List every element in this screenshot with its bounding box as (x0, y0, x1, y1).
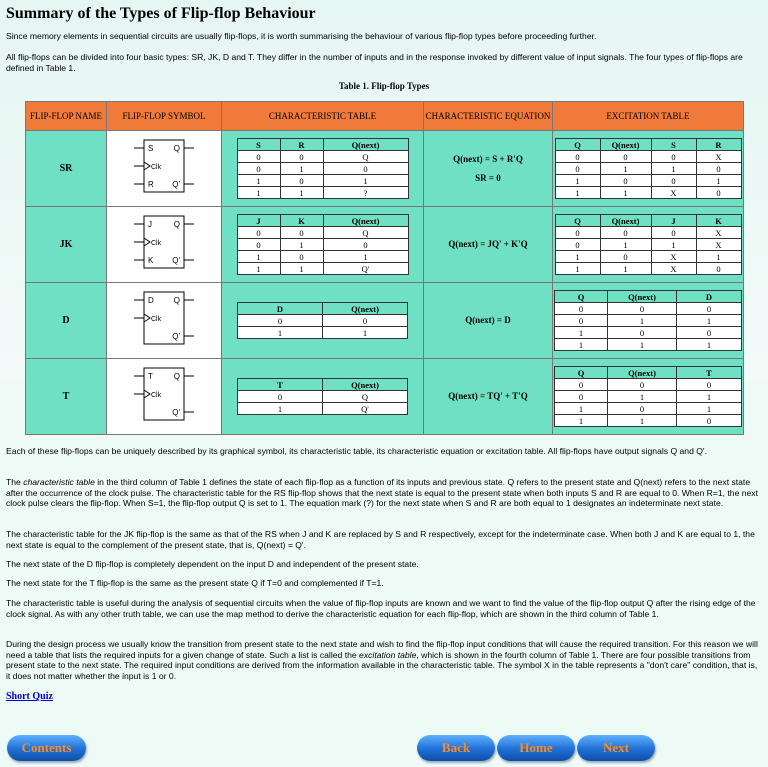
excitation-cell: 1 (608, 339, 677, 351)
pin-input-2-label: R (148, 180, 154, 189)
characteristic-row (237, 175, 408, 187)
excitation-header-cell: K (696, 215, 741, 227)
excitation-row (555, 263, 741, 275)
characteristic-cell: 1 (238, 327, 323, 339)
excitation-cell: X (651, 251, 696, 263)
pin-clk-label: Clk (151, 392, 162, 399)
characteristic-cell: 1 (323, 175, 408, 187)
excitation-cell: 0 (651, 175, 696, 187)
characteristic-cell: 1 (280, 187, 323, 199)
clock-triangle-icon (144, 390, 150, 398)
excitation-header-cell: Q(next) (600, 215, 651, 227)
characteristic-cell: Q (323, 227, 408, 239)
excitation-cell: 1 (651, 163, 696, 175)
characteristic-header-row (238, 303, 408, 315)
excitation-cell: 0 (608, 403, 677, 415)
characteristic-header-cell: S (237, 139, 280, 151)
characteristic-cell: 1 (237, 187, 280, 199)
pin-input-1-label: T (148, 372, 153, 381)
excitation-cell: 0 (696, 263, 741, 275)
excitation-cell: 1 (608, 315, 677, 327)
excitation-table-cell (553, 131, 744, 207)
characteristic-row (237, 151, 408, 163)
pin-q-label: Q (173, 220, 180, 229)
excitation-cell: 1 (600, 163, 651, 175)
excitation-cell: 1 (677, 339, 742, 351)
excitation-cell: X (651, 187, 696, 199)
pin-q-bar-label: Q' (172, 256, 180, 265)
excitation-row (555, 303, 742, 315)
excitation-cell: 0 (677, 379, 742, 391)
excitation-row (555, 403, 742, 415)
excitation-cell: 0 (608, 327, 677, 339)
flip-flop-row (26, 207, 744, 283)
excitation-table (555, 138, 742, 199)
characteristic-cell: 0 (238, 391, 323, 403)
back-button[interactable]: Back (417, 735, 495, 761)
excitation-header-cell: D (677, 291, 742, 303)
intro-paragraph-2: All flip-flops can be divided into four basic types: SR, JK, D and T. They differ in the number of inputs and in the response invoked by different value of input signals. The four types of flip-flops are defined in Table 1. (6, 52, 743, 73)
paragraph-7-text-a: During the design process we usually know the transition from present state to the next state and wish to find the flip-flop input conditions that will cause the required transition. For this reason we will need a table that lists the required inputs for a given change of state. Such a list is called the (6, 639, 758, 660)
characteristic-cell: 1 (237, 175, 280, 187)
excitation-cell: 1 (555, 175, 600, 187)
home-button[interactable]: Home (497, 735, 575, 761)
excitation-cell: 0 (600, 251, 651, 263)
excitation-row (555, 227, 741, 239)
characteristic-row (238, 391, 408, 403)
excitation-table-cell (553, 359, 744, 435)
excitation-cell: 0 (608, 379, 677, 391)
excitation-cell: 1 (555, 415, 608, 427)
flip-flop-row (26, 359, 744, 435)
excitation-header-row (555, 139, 741, 151)
excitation-row (555, 187, 741, 199)
excitation-cell: 0 (651, 227, 696, 239)
characteristic-cell: 0 (323, 315, 408, 327)
flip-flop-symbol-diagram (128, 135, 200, 197)
excitation-cell: 1 (677, 403, 742, 415)
characteristic-cell: ? (323, 187, 408, 199)
characteristic-cell: 0 (237, 151, 280, 163)
characteristic-header-row (237, 139, 408, 151)
excitation-cell: X (696, 151, 741, 163)
flip-flop-table (25, 101, 744, 435)
characteristic-row (238, 403, 408, 415)
excitation-row (555, 175, 741, 187)
excitation-row (555, 151, 741, 163)
pin-input-1-label: J (148, 220, 152, 229)
characteristic-table-cell (222, 207, 424, 283)
excitation-header-row (555, 215, 741, 227)
excitation-cell: 1 (600, 239, 651, 251)
excitation-header-cell: Q (555, 139, 600, 151)
excitation-cell: 0 (555, 391, 608, 403)
excitation-cell: 1 (555, 263, 600, 275)
characteristic-table (237, 214, 409, 275)
characteristic-equation-cell (424, 207, 553, 283)
excitation-table-cell (553, 283, 744, 359)
characteristic-cell: Q' (323, 263, 408, 275)
paragraph-1: Each of these flip-flops can be uniquely described by its graphical symbol, its characteristic table, its characteristic equation or excitation table. All flip-flops have output signals Q and Q'. (6, 446, 707, 456)
paragraph-2-emphasis: characteristic table (23, 477, 95, 487)
excitation-row (555, 327, 742, 339)
paragraph-5: The next state for the T flip-flop is the same as the present state Q if T=0 and complemented if T=1. (6, 578, 384, 588)
characteristic-cell: 1 (280, 263, 323, 275)
flip-flop-symbol-cell (107, 359, 222, 435)
characteristic-cell: 1 (323, 251, 408, 263)
excitation-cell: X (651, 263, 696, 275)
characteristic-cell: 0 (280, 227, 323, 239)
excitation-header-row (555, 367, 742, 379)
short-quiz-link[interactable]: Short Quiz (6, 691, 53, 702)
pin-clk-label: Clk (151, 316, 162, 323)
paragraph-4: The next state of the D flip-flop is completely dependent on the input D and independent of the present state. (6, 559, 419, 569)
header-excitation-table: EXCITATION TABLE (553, 102, 744, 131)
excitation-cell: 1 (696, 175, 741, 187)
excitation-cell: 0 (600, 175, 651, 187)
excitation-row (555, 415, 742, 427)
excitation-table (554, 290, 742, 351)
excitation-cell: 1 (696, 251, 741, 263)
characteristic-table (237, 302, 408, 339)
characteristic-cell: 0 (280, 151, 323, 163)
pin-q-label: Q (173, 372, 180, 381)
pin-q-bar-label: Q' (172, 408, 180, 417)
excitation-cell: 1 (555, 327, 608, 339)
excitation-table (554, 366, 742, 427)
characteristic-cell: Q (323, 151, 408, 163)
excitation-header-cell: S (651, 139, 696, 151)
characteristic-row (238, 327, 408, 339)
excitation-row (555, 379, 742, 391)
excitation-cell: 0 (555, 163, 600, 175)
excitation-header-row (555, 291, 742, 303)
header-char-equation: CHARACTERISTIC EQUATION (424, 102, 553, 131)
clock-triangle-icon (144, 238, 150, 246)
contents-button[interactable]: Contents (7, 735, 86, 761)
clock-triangle-icon (144, 314, 150, 322)
paragraph-7-text-b: , which is shown in the fourth column of Table 1. There are four possible transitions from present state to the next state. The required input conditions are derived from the information available in the characteristic table. The symbol X in the table represents a "don't care" condition, that is, it does not matter whether the input is 1 or 0. (6, 649, 758, 681)
characteristic-equation-cell (424, 131, 553, 207)
excitation-header-cell: J (651, 215, 696, 227)
characteristic-equation: Q(next) = JQ' + K'Q (448, 239, 528, 249)
flip-flop-symbol-cell (107, 283, 222, 359)
table-header-row (26, 102, 744, 131)
paragraph-7 (6, 639, 762, 681)
flip-flop-symbol-diagram (128, 287, 200, 349)
excitation-cell: 0 (677, 303, 742, 315)
excitation-cell: X (696, 239, 741, 251)
characteristic-cell: Q' (323, 403, 408, 415)
flip-flop-name: D (26, 283, 107, 359)
excitation-cell: 1 (608, 415, 677, 427)
next-button[interactable]: Next (577, 735, 655, 761)
flip-flop-symbol-diagram (128, 211, 200, 273)
excitation-cell: 0 (608, 303, 677, 315)
characteristic-header-cell: Q(next) (323, 379, 408, 391)
excitation-cell: 1 (555, 187, 600, 199)
characteristic-cell: 0 (237, 227, 280, 239)
excitation-cell: 1 (555, 339, 608, 351)
characteristic-row (237, 251, 408, 263)
characteristic-equation: Q(next) = D (465, 315, 511, 325)
characteristic-cell: 1 (237, 251, 280, 263)
excitation-cell: 0 (600, 227, 651, 239)
characteristic-row (238, 315, 408, 327)
table-caption: Table 1. Flip-flop Types (338, 81, 430, 91)
excitation-cell: 1 (555, 403, 608, 415)
excitation-cell: 0 (555, 227, 600, 239)
excitation-cell: 0 (555, 239, 600, 251)
excitation-cell: 0 (696, 163, 741, 175)
characteristic-header-cell: Q(next) (323, 139, 408, 151)
pin-q-bar-label: Q' (172, 180, 180, 189)
excitation-table (555, 214, 742, 275)
flip-flop-name: T (26, 359, 107, 435)
header-char-table: CHARACTERISTIC TABLE (222, 102, 424, 131)
characteristic-cell: 1 (280, 163, 323, 175)
pin-input-2-label: K (148, 256, 154, 265)
characteristic-row (237, 239, 408, 251)
characteristic-row (237, 187, 408, 199)
characteristic-header-cell: Q(next) (323, 215, 408, 227)
excitation-cell: 0 (696, 187, 741, 199)
characteristic-header-cell: J (237, 215, 280, 227)
pin-q-bar-label: Q' (172, 332, 180, 341)
excitation-cell: 0 (600, 151, 651, 163)
characteristic-cell: 1 (323, 327, 408, 339)
excitation-cell: 1 (555, 251, 600, 263)
characteristic-equation: SR = 0 (475, 172, 501, 183)
excitation-cell: 1 (600, 187, 651, 199)
characteristic-table-cell (222, 359, 424, 435)
characteristic-header-row (237, 215, 408, 227)
excitation-row (555, 163, 741, 175)
excitation-header-cell: Q (555, 215, 600, 227)
header-name: FLIP-FLOP NAME (26, 102, 107, 131)
excitation-header-cell: Q(next) (608, 291, 677, 303)
paragraph-7-emphasis: excitation table (359, 649, 417, 660)
pin-clk-label: Clk (151, 240, 162, 247)
flip-flop-row (26, 131, 744, 207)
excitation-header-cell: Q (555, 367, 608, 379)
excitation-cell: 1 (600, 263, 651, 275)
paragraph-3: The characteristic table for the JK flip-flop is the same as that of the RS when J and K are replaced by S and R respectively, except for the indeterminate case. When both J and K are equal to 1, the next state is equal to the complement of the present state, that is, Q(next) = Q'. (6, 529, 755, 550)
characteristic-cell: 1 (238, 403, 323, 415)
pin-q-label: Q (173, 144, 180, 153)
excitation-row (555, 315, 742, 327)
paragraph-2-text-b: in the third column of Table 1 defines the state of each flip-flop as a function of its inputs and previous state. Q refers to the present state and Q(next) refers to the next state after the occurrence of the clock pulse. The characteristic table for the RS flip-flop shows that the next state is equal to the present state when both inputs S and R are equal to 0. When R=1, the next clock pulse clears the flip-flop. When S=1, the flip-flop output Q is set to 1. The equation mark (?) for the next state when S and R are both equal to 1 designates an indeterminate next state. (6, 477, 758, 509)
excitation-cell: 1 (677, 315, 742, 327)
excitation-header-cell: R (696, 139, 741, 151)
characteristic-equation: Q(next) = TQ' + T'Q (448, 391, 528, 401)
pin-clk-label: Clk (151, 164, 162, 171)
pin-input-1-label: S (148, 144, 154, 153)
page-title: Summary of the Types of Flip-flop Behaviour (6, 5, 316, 22)
excitation-cell: 1 (677, 391, 742, 403)
excitation-row (555, 339, 742, 351)
characteristic-cell: 0 (280, 251, 323, 263)
excitation-row (555, 239, 741, 251)
flip-flop-name: JK (26, 207, 107, 283)
characteristic-table (237, 378, 408, 415)
characteristic-cell: 0 (280, 175, 323, 187)
paragraph-2-text-a: The (6, 477, 24, 487)
characteristic-equation-cell (424, 283, 553, 359)
characteristic-equation-cell (424, 359, 553, 435)
characteristic-table-cell (222, 131, 424, 207)
characteristic-cell: 1 (280, 239, 323, 251)
characteristic-header-cell: K (280, 215, 323, 227)
characteristic-header-cell: R (280, 139, 323, 151)
excitation-cell: X (696, 227, 741, 239)
characteristic-cell: 1 (237, 263, 280, 275)
flip-flop-symbol-cell (107, 207, 222, 283)
paragraph-6: The characteristic table is useful during the analysis of sequential circuits when the value of flip-flop inputs are known and we want to find the value of the flip-flop output Q after the rising edge of the clock signal. As with any other truth table, we can use the map method to derive the characteristic equation for each flip-flop, which are shown in the third column of Table 1. (6, 598, 756, 619)
characteristic-row (237, 227, 408, 239)
intro-paragraph-1: Since memory elements in sequential circuits are usually flip-flops, it is worth summarising the behaviour of various flip-flop types before proceeding further. (6, 31, 597, 41)
excitation-header-cell: T (677, 367, 742, 379)
excitation-cell: 1 (651, 239, 696, 251)
characteristic-row (237, 163, 408, 175)
characteristic-table-cell (222, 283, 424, 359)
characteristic-row (237, 263, 408, 275)
flip-flop-symbol-cell (107, 131, 222, 207)
excitation-cell: 0 (651, 151, 696, 163)
characteristic-header-row (238, 379, 408, 391)
excitation-header-cell: Q(next) (600, 139, 651, 151)
characteristic-header-cell: Q(next) (323, 303, 408, 315)
excitation-cell: 0 (677, 327, 742, 339)
characteristic-cell: 0 (238, 315, 323, 327)
excitation-header-cell: Q (555, 291, 608, 303)
excitation-cell: 0 (555, 151, 600, 163)
excitation-row (555, 391, 742, 403)
characteristic-cell: Q (323, 391, 408, 403)
flip-flop-row (26, 283, 744, 359)
paragraph-2 (6, 477, 762, 509)
excitation-cell: 0 (555, 303, 608, 315)
excitation-header-cell: Q(next) (608, 367, 677, 379)
characteristic-cell: 0 (237, 163, 280, 175)
characteristic-table (237, 138, 409, 199)
excitation-cell: 0 (555, 315, 608, 327)
excitation-table-cell (553, 207, 744, 283)
characteristic-header-cell: T (238, 379, 323, 391)
characteristic-cell: 0 (323, 163, 408, 175)
flip-flop-symbol-diagram (128, 363, 200, 425)
pin-input-1-label: D (148, 296, 154, 305)
excitation-cell: 0 (555, 379, 608, 391)
header-symbol: FLIP-FLOP SYMBOL (107, 102, 222, 131)
excitation-cell: 1 (608, 391, 677, 403)
characteristic-cell: 0 (323, 239, 408, 251)
flip-flop-name: SR (26, 131, 107, 207)
pin-q-label: Q (173, 296, 180, 305)
characteristic-cell: 0 (237, 239, 280, 251)
excitation-row (555, 251, 741, 263)
excitation-cell: 0 (677, 415, 742, 427)
clock-triangle-icon (144, 162, 150, 170)
characteristic-header-cell: D (238, 303, 323, 315)
characteristic-equation: Q(next) = S + R'Q (453, 153, 523, 164)
